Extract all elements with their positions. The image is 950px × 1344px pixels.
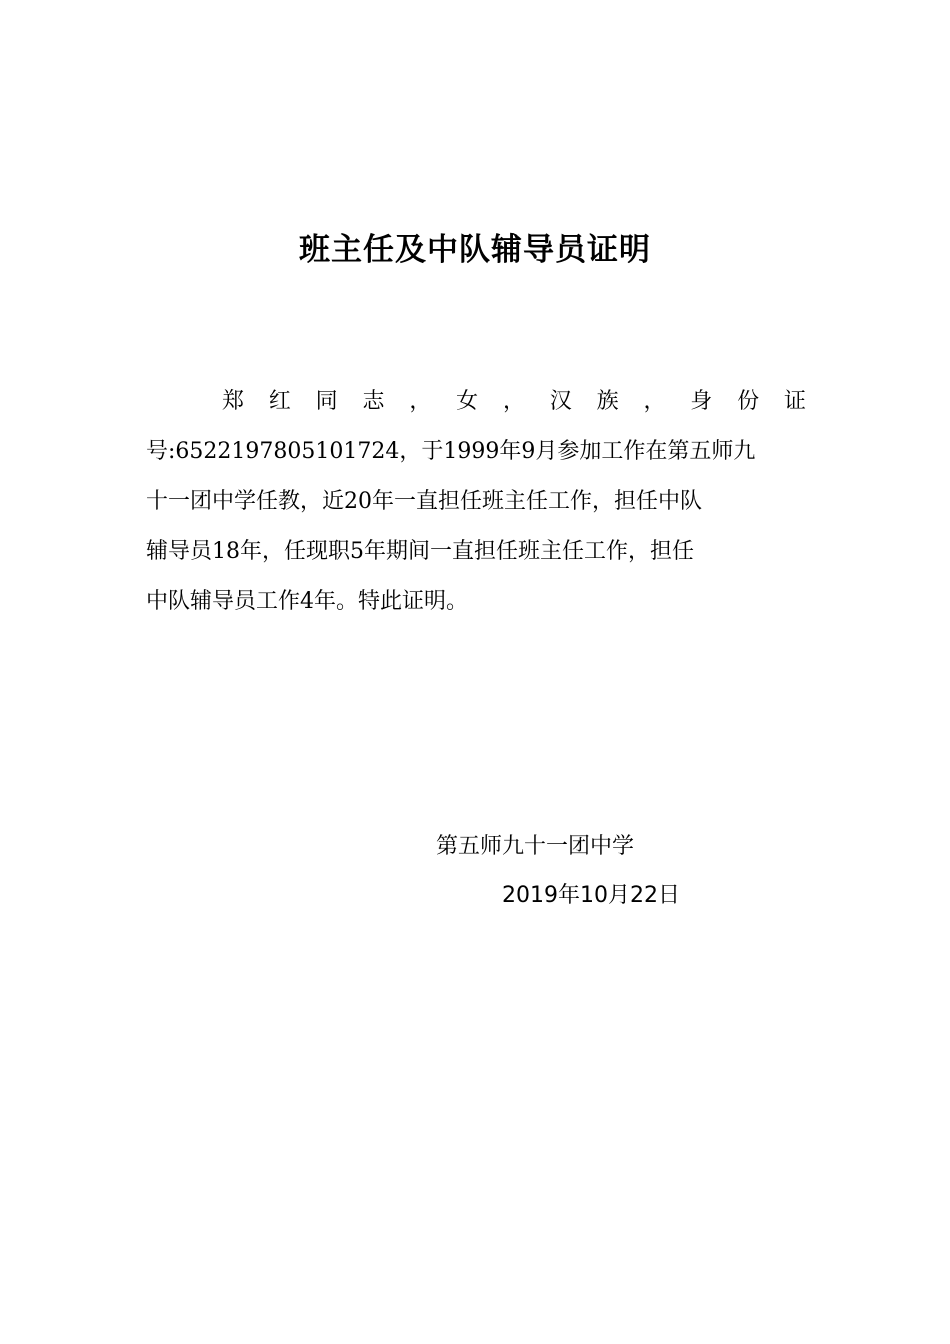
paragraph-char: 女 — [456, 389, 479, 414]
paragraph-line-1 — [146, 377, 806, 427]
paragraph-char: 份 — [737, 389, 760, 414]
paragraph-char: 红 — [268, 389, 291, 414]
paragraph-char: 汉 — [549, 389, 572, 414]
paragraph-line-3: 十一团中学任教，近20年一直担任班主任工作，担任中队 — [146, 489, 702, 514]
paragraph-char: 郑 — [222, 389, 245, 414]
paragraph-char: ， — [643, 389, 666, 414]
document-title: 班主任及中队辅导员证明 — [299, 232, 651, 268]
paragraph-char: ， — [502, 389, 525, 414]
paragraph-char: ， — [409, 389, 432, 414]
paragraph-char: 身 — [690, 389, 713, 414]
paragraph-char: 志 — [362, 389, 385, 414]
issuer-name: 第五师九十一团中学 — [436, 834, 635, 859]
paragraph-char: 同 — [315, 389, 338, 414]
paragraph-line-4: 辅导员18年，任现职5年期间一直担任班主任工作，担任 — [146, 539, 694, 564]
paragraph-char: 族 — [596, 389, 619, 414]
paragraph-line-2: 号:6522197805101724，于1999年9月参加工作在第五师九 — [146, 439, 756, 464]
issue-date: 2019年10月22日 — [502, 883, 680, 908]
paragraph-char: 证 — [783, 389, 806, 414]
paragraph-line-5: 中队辅导员工作4年。特此证明。 — [146, 589, 468, 614]
